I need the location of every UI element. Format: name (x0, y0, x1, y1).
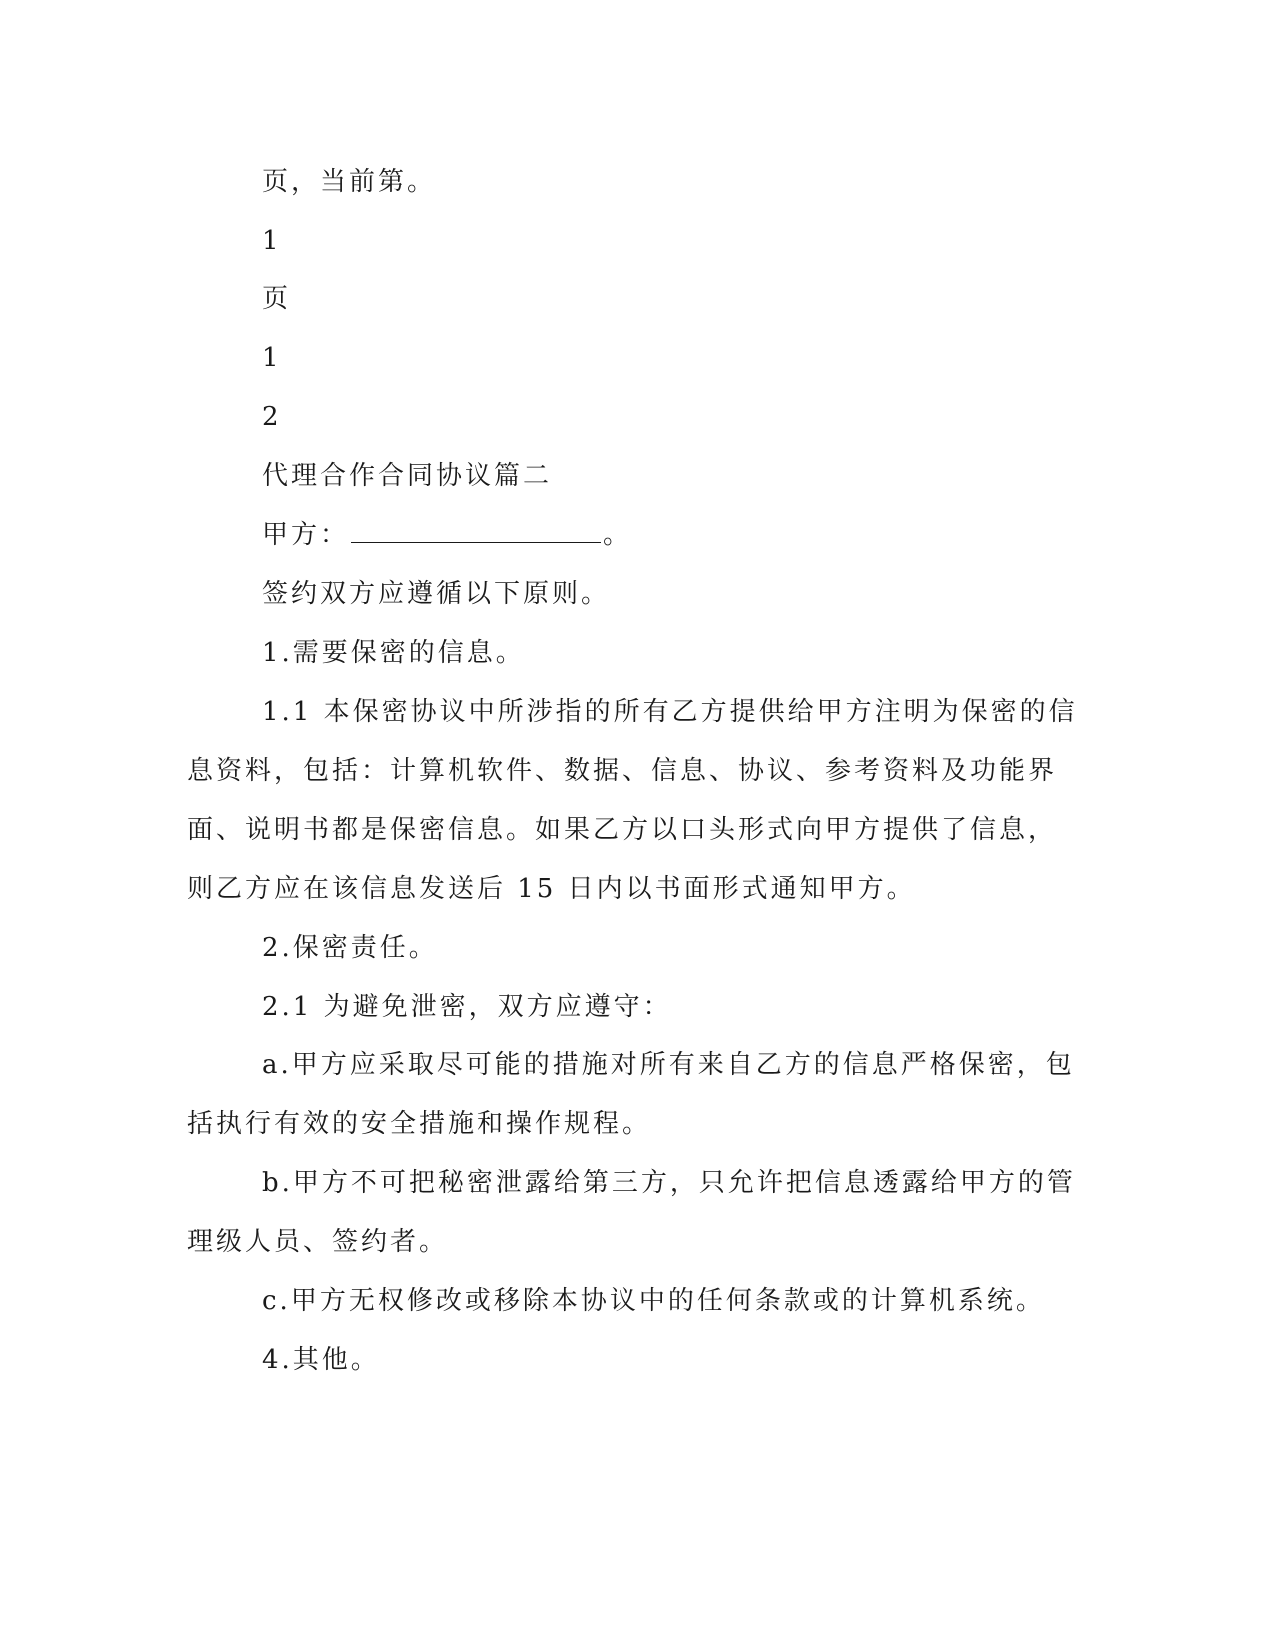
page-number: 1 (262, 343, 282, 373)
paragraph-line: 息资料，包括：计算机软件、数据、信息、协议、参考资料及功能界 (187, 756, 1058, 786)
party-a-suffix: 。 (603, 520, 633, 550)
clause-heading: 1.需要保密的信息。 (262, 638, 525, 668)
paragraph-line: b.甲方不可把秘密泄露给第三方，只允许把信息透露给甲方的管 (262, 1168, 1076, 1198)
paragraph-line: 1.1 本保密协议中所涉指的所有乙方提供给甲方注明为保密的信 (262, 697, 1078, 727)
section-title: 代理合作合同协议篇二 (262, 461, 553, 491)
party-a-label: 甲方： (262, 520, 350, 550)
page-number: 2 (262, 402, 282, 432)
paragraph: 签约双方应遵循以下原则。 (262, 579, 611, 609)
clause-heading: 4.其他。 (262, 1345, 380, 1375)
page-number: 1 (262, 226, 282, 256)
clause-heading: 2.保密责任。 (262, 933, 438, 963)
page-count-text: 页，当前第。 (262, 167, 437, 197)
party-a-line (262, 520, 632, 550)
paragraph-line: 2.1 为避免泄密，双方应遵守： (262, 992, 672, 1022)
paragraph-line: a.甲方应采取尽可能的措施对所有来自乙方的信息严格保密，包 (262, 1050, 1075, 1080)
paragraph-line: 括执行有效的安全措施和操作规程。 (187, 1109, 652, 1139)
paragraph-line: 面、说明书都是保密信息。如果乙方以口头形式向甲方提供了信息， (187, 815, 1058, 845)
paragraph-line: c.甲方无权修改或移除本协议中的任何条款或的计算机系统。 (262, 1286, 1045, 1316)
paragraph-line: 理级人员、签约者。 (187, 1227, 449, 1257)
party-a-blank (351, 520, 601, 543)
paragraph-line: 则乙方应在该信息发送后 15 日内以书面形式通知甲方。 (187, 874, 916, 904)
page-label: 页 (262, 284, 292, 314)
